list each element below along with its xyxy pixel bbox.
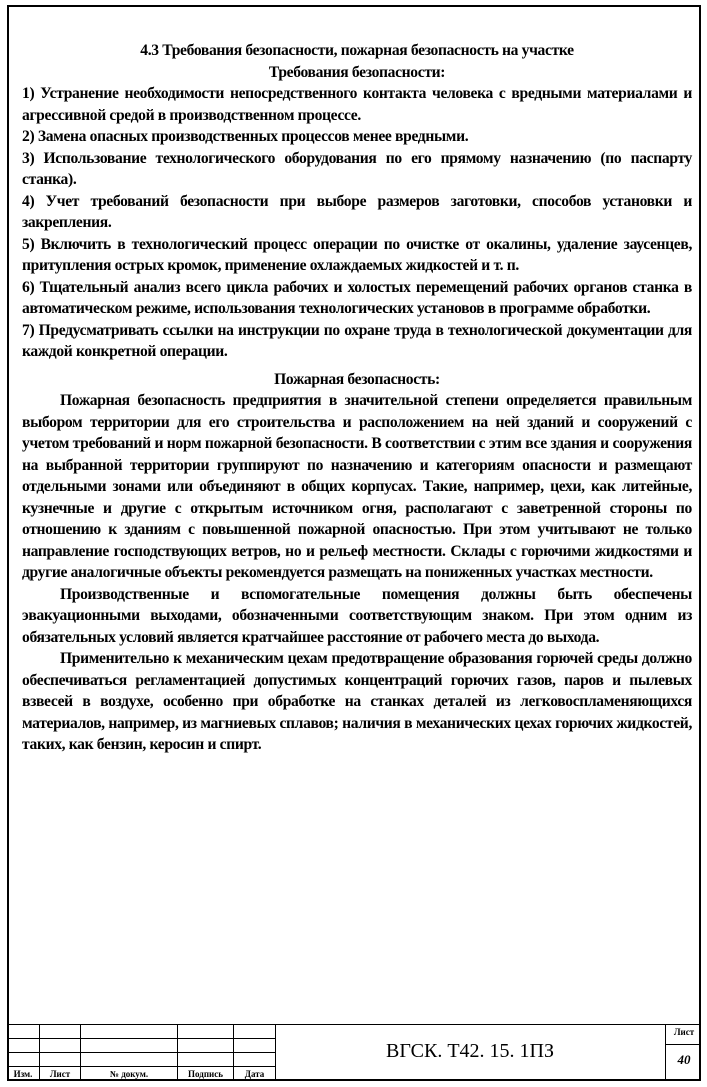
safety-item-5: 5) Включить в технологический процесс операции по очистке от окалины, удаление заусенцев, притупления острых кромок, применение охлаждаемых жидкостей и т. п. xyxy=(22,235,692,274)
stamp-docnum-label: № докум. xyxy=(109,1069,149,1079)
stamp-row-line-1 xyxy=(7,1038,275,1039)
document-code: ВГСК. Т42. 15. 1ПЗ xyxy=(386,1040,554,1062)
stamp-col-line-6 xyxy=(665,1024,666,1081)
section-title: 4.3 Требования безопасности, пожарная безопасность на участке xyxy=(140,42,574,59)
stamp-list-label: Лист xyxy=(49,1069,71,1079)
safety-item-3: 3) Использование технологического оборудования по его прямому назначению (по паспарту станка). xyxy=(22,149,692,188)
stamp-izm-label: Изм. xyxy=(13,1069,33,1079)
fire-paragraph-2: Производственные и вспомогательные помещения должны быть обеспечены эвакуационными выходами, обозначенными соответствующим знаком. При этом одним из обязательных условий является кратчайшее расстояние от рабочего места до выхода. xyxy=(22,585,692,646)
fire-paragraph-3: Применительно к механическим цехам предотвращение образования горючей среды должно обеспечиваться регламентацией допустимых концентраций горючих газов, паров и пылевых взвесей в воздухе, особенно при обработке на станках деталей из легковоспламеняющихся материалов, например, из магниевых сплавов; наличия в механических цехах горючих жидкостей, таких, как бензин, керосин и спирт. xyxy=(22,650,692,753)
stamp-signature-label: Подпись xyxy=(188,1069,223,1079)
fire-paragraph-1: Пожарная безопасность предприятия в значительной степени определяется правильным выбором территории для его строительства и расположением на ней зданий и сооружений с учетом требований и норм пожарной безопасности. В соответствии с этим все здания и сооружения на выбранной территории группируют по назначению и категориям опасности и размещают отдельными зонами или объединяют в общих корпусах. Такие, например, цехи, как литейные, кузнечные и другие с открытым источником огня, располагают с заветренной стороны по отношению к зданиям с повышенной пожарной опасностью. При этом учитывают не только направление господствующих ветров, но и рельеф местности. Склады с горючими жидкостями и другие аналогичные объекты рекомендуется размещать на пониженных участках местности. xyxy=(22,392,692,581)
safety-requirements-title: Требования безопасности: xyxy=(268,63,446,81)
fire-safety-title: Пожарная безопасность: xyxy=(274,370,440,388)
safety-item-7: 7) Предусматривать ссылки на инструкции по охране труда в технологической документации для каждой конкретной операции. xyxy=(22,321,692,360)
safety-item-2: 2) Замена опасных производственных процессов менее вредными. xyxy=(22,128,469,145)
stamp-row-line-2 xyxy=(7,1052,275,1053)
sheet-number: 40 xyxy=(677,1052,691,1067)
stamp-top-line xyxy=(7,1024,701,1025)
title-block-stamp xyxy=(7,1024,701,1081)
stamp-row-line-3 xyxy=(7,1066,275,1067)
safety-item-1: 1) Устранение необходимости непосредственного контакта человека с вредными материалами и агрессивной средой в производственном процессе. xyxy=(22,85,692,124)
sheet-label: Лист xyxy=(673,1027,695,1037)
safety-item-4: 4) Учет требований безопасности при выборе размеров заготовки, способов установки и закрепления. xyxy=(22,192,692,231)
document-body xyxy=(22,40,692,756)
stamp-date-label: Дата xyxy=(244,1069,265,1079)
safety-item-6: 6) Тщательный анализ всего цикла рабочих и холостых перемещений рабочих органов станка в автоматическом режиме, использования технологических установов в программе обработки. xyxy=(22,278,692,317)
stamp-sheet-divider xyxy=(665,1044,701,1045)
